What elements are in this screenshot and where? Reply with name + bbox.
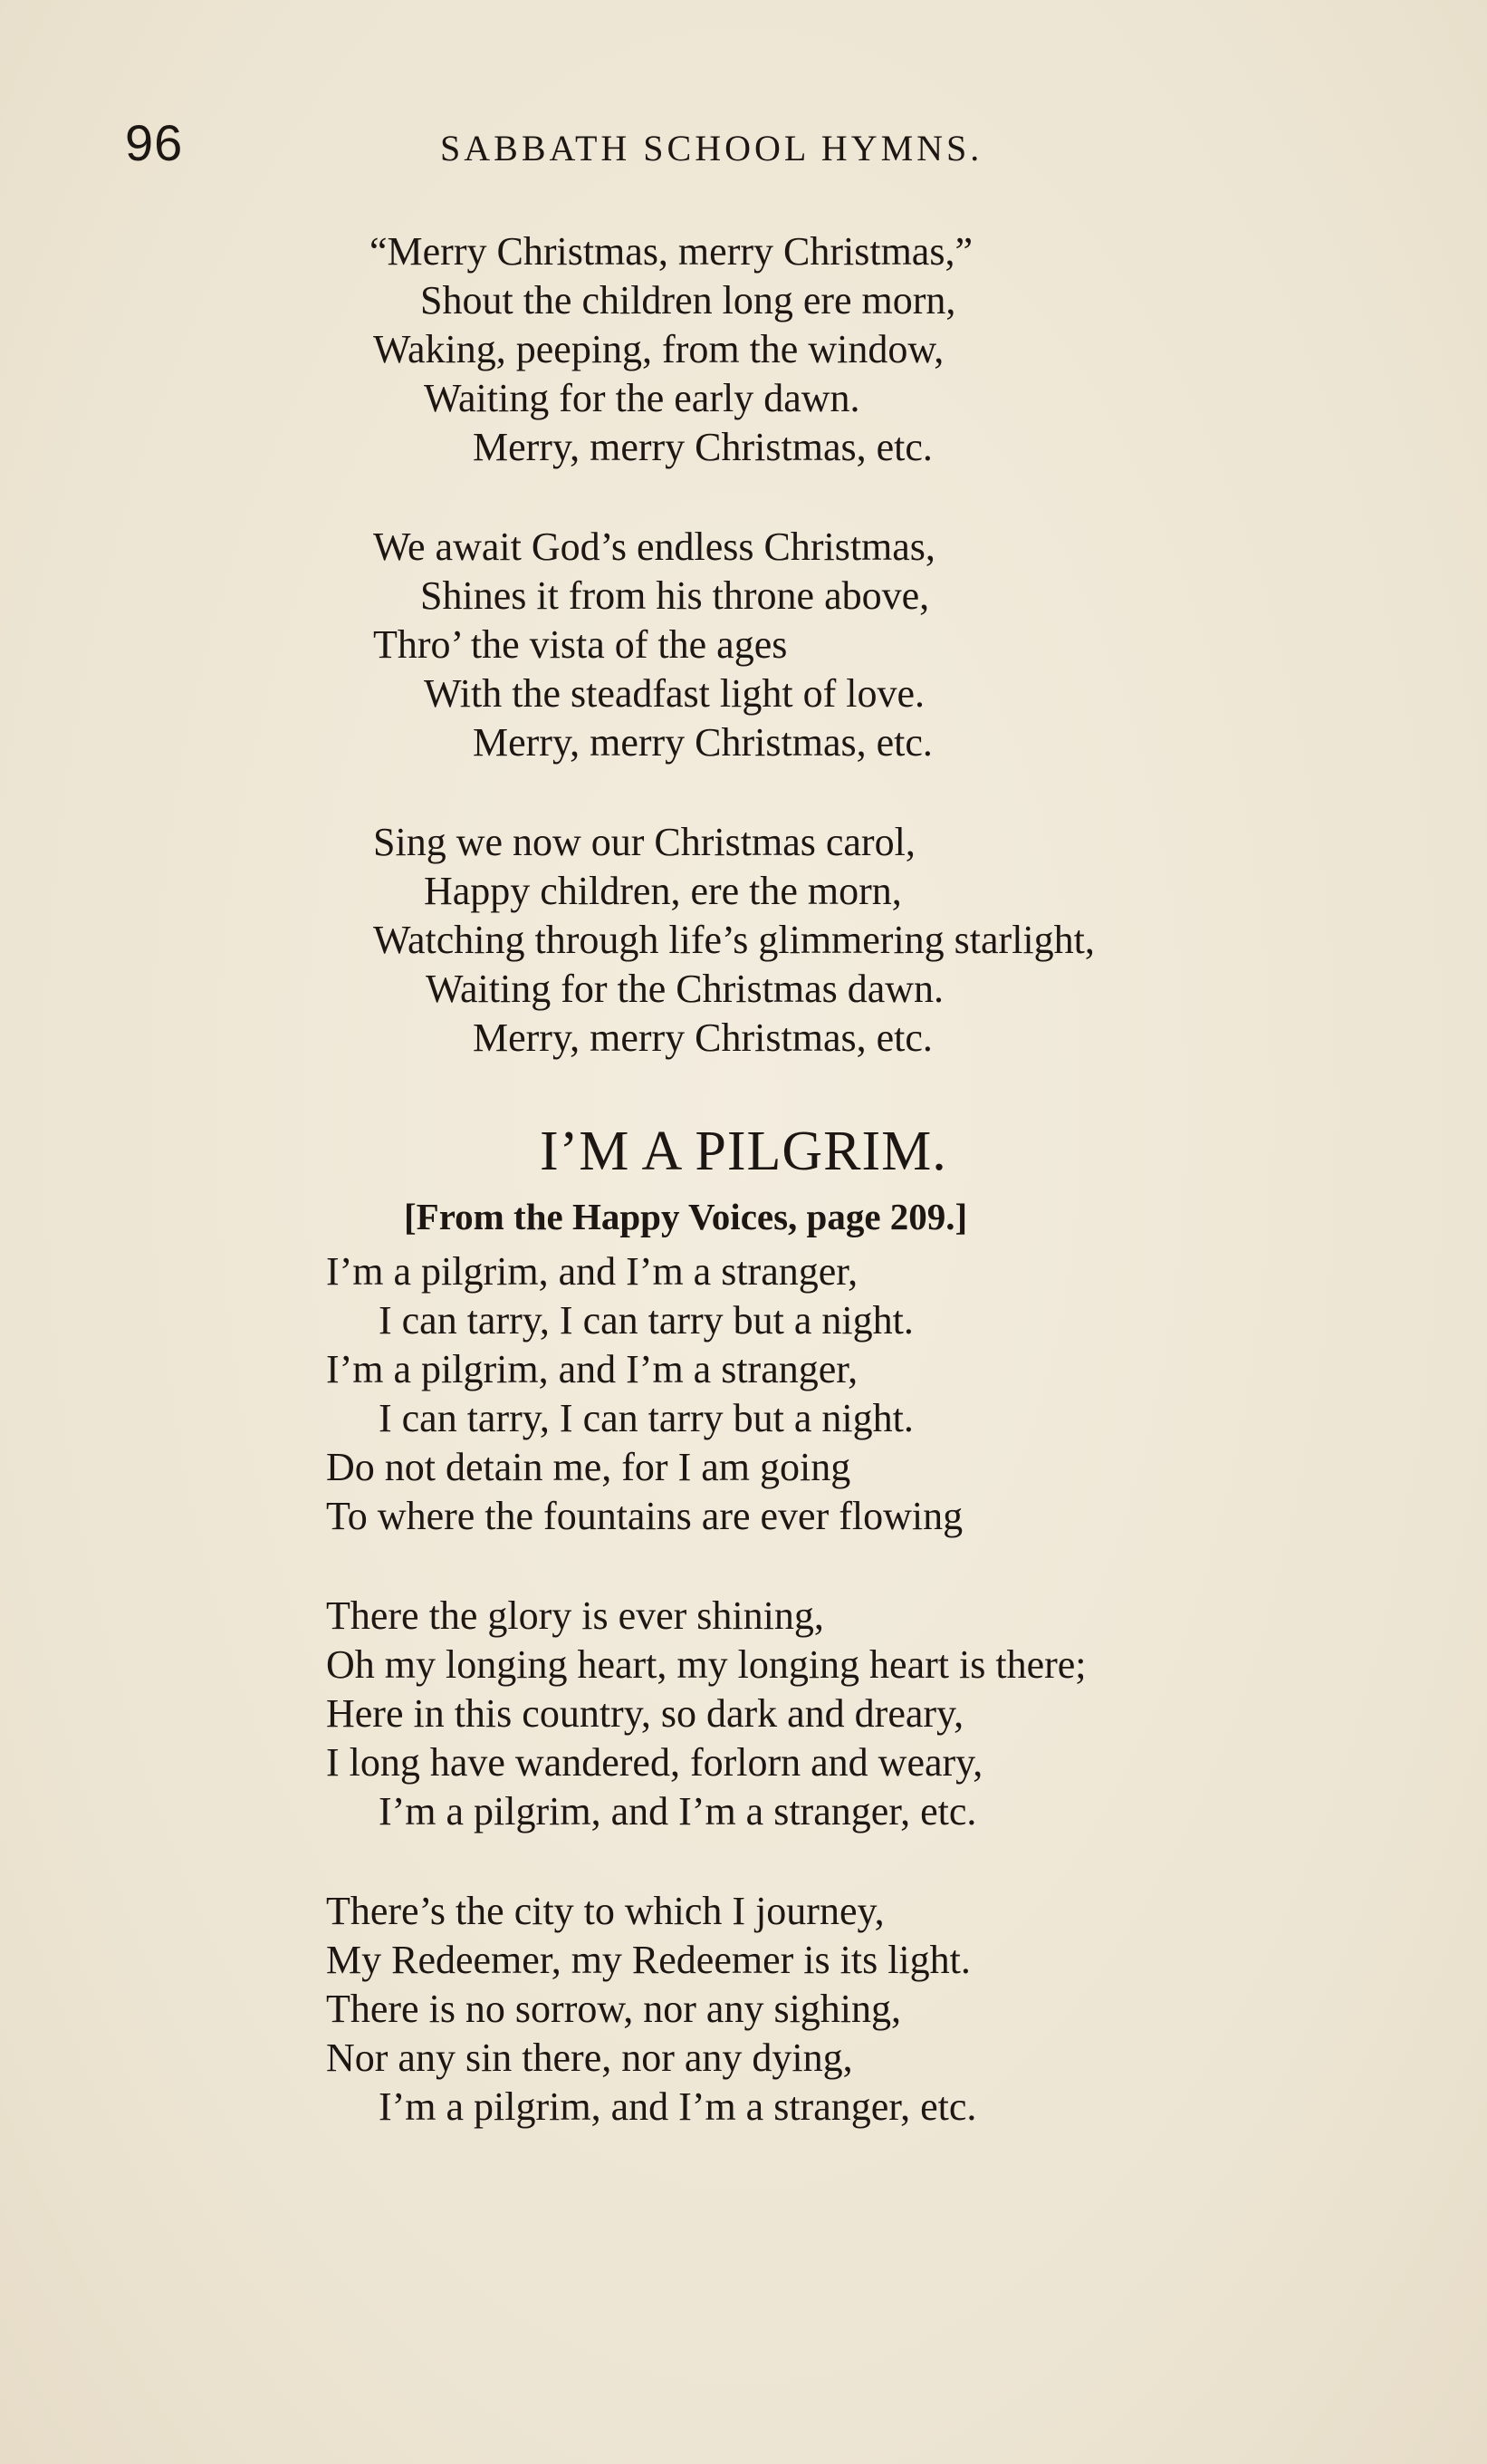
hymn1-stanza2-line4: With the steadfast light of love. xyxy=(424,671,925,716)
page-number: 96 xyxy=(125,114,184,171)
hymn1-stanza1-line5: Merry, merry Christmas, etc. xyxy=(473,425,933,469)
hymn2-stanza1-line3: I’m a pilgrim, and I’m a stranger, xyxy=(326,1347,859,1391)
hymn2-stanza3-line2: My Redeemer, my Redeemer is its light. xyxy=(326,1938,971,1982)
hymn1-stanza2-line2: Shines it from his throne above, xyxy=(420,573,930,618)
hymn2-stanza1-line1: I’m a pilgrim, and I’m a stranger, xyxy=(326,1249,859,1294)
hymn1-stanza3-line1: Sing we now our Christmas carol, xyxy=(373,820,916,864)
hymn2-stanza2-line5: I’m a pilgrim, and I’m a stranger, etc. xyxy=(379,1789,977,1834)
hymn2-stanza2-line2: Oh my longing heart, my longing heart is there; xyxy=(326,1642,1087,1687)
hymn1-stanza1-line2: Shout the children long ere morn, xyxy=(420,278,956,322)
hymn-title: I’M A PILGRIM. xyxy=(540,1121,947,1182)
hymn2-stanza2-line3: Here in this country, so dark and dreary, xyxy=(326,1691,964,1736)
hymn2-stanza3-line5: I’m a pilgrim, and I’m a stranger, etc. xyxy=(379,2084,977,2129)
source-note: [From the Happy Voices, page 209.] xyxy=(404,1196,968,1237)
hymn2-stanza2-line4: I long have wandered, forlorn and weary, xyxy=(326,1740,983,1785)
hymn2-stanza3-line1: There’s the city to which I journey, xyxy=(326,1889,885,1933)
hymn1-stanza1-line4: Waiting for the early dawn. xyxy=(424,376,860,420)
hymn1-stanza3-line5: Merry, merry Christmas, etc. xyxy=(473,1015,933,1060)
hymn1-stanza3-line4: Waiting for the Christmas dawn. xyxy=(426,967,945,1011)
hymn2-stanza1-line4: I can tarry, I can tarry but a night. xyxy=(379,1396,914,1440)
hymn2-stanza1-line2: I can tarry, I can tarry but a night. xyxy=(379,1298,914,1343)
hymn1-stanza3-line2: Happy children, ere the morn, xyxy=(424,869,902,913)
hymn2-stanza3-line3: There is no sorrow, nor any sighing, xyxy=(326,1987,902,2031)
hymn1-stanza1-line1: “Merry Christmas, merry Christmas,” xyxy=(369,229,973,274)
hymn1-stanza3-line3: Watching through life’s glimmering starlight, xyxy=(373,918,1095,962)
hymn2-stanza3-line4: Nor any sin there, nor any dying, xyxy=(326,2036,853,2080)
hymn2-stanza1-line6: To where the fountains are ever flowing xyxy=(326,1494,964,1538)
hymn1-stanza2-line3: Thro’ the vista of the ages xyxy=(373,622,788,667)
hymn1-stanza2-line1: We await God’s endless Christmas, xyxy=(373,525,935,569)
running-head: SABBATH SCHOOL HYMNS. xyxy=(440,128,983,168)
hymn2-stanza2-line1: There the glory is ever shining, xyxy=(326,1593,824,1638)
hymn2-stanza1-line5: Do not detain me, for I am going xyxy=(326,1445,851,1489)
hymn1-stanza1-line3: Waking, peeping, from the window, xyxy=(373,327,945,371)
hymn1-stanza2-line5: Merry, merry Christmas, etc. xyxy=(473,720,933,765)
